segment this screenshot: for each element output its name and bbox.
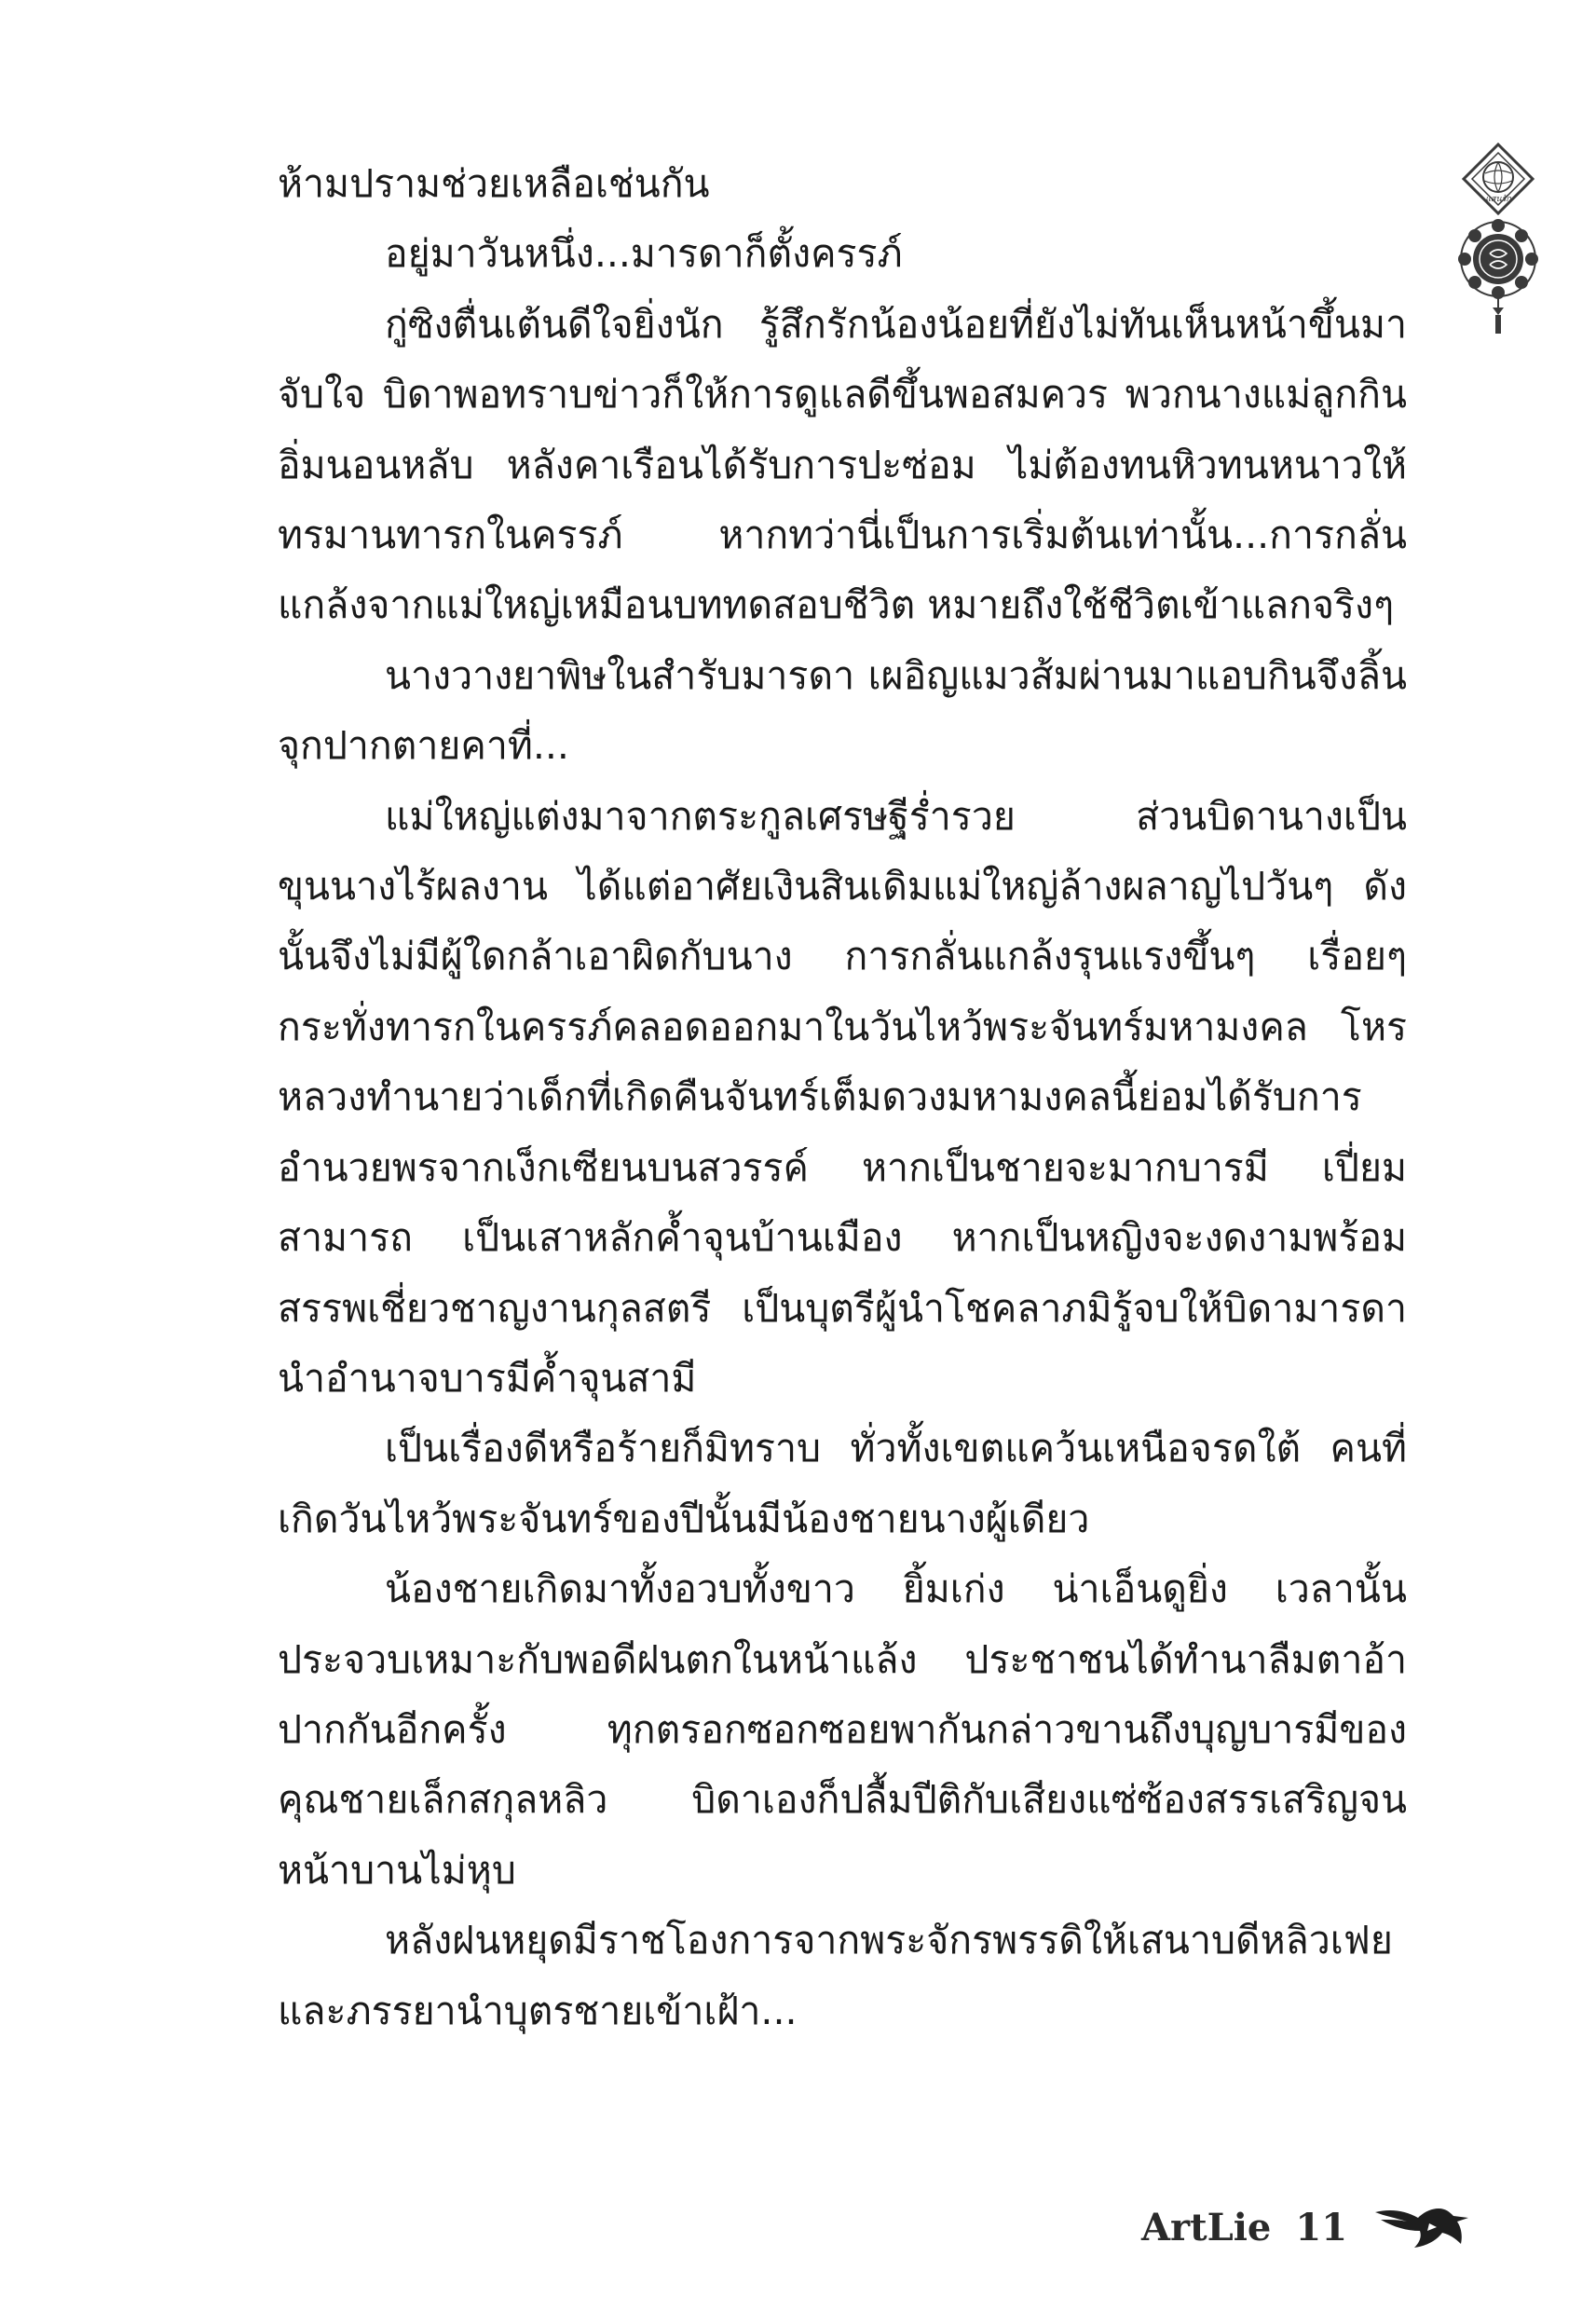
paragraph-5: แม่ใหญ่แต่งมาจากตระกูลเศรษฐีร่ำรวย ส่วนบิดานางเป็นขุนนางไร้ผลงาน ได้แต่อาศัยเงินสินเดิมแม่ใหญ่ล้างผลาญไปวันๆ ดังนั้นจึงไม่มีผู้ใดกล้าเอาผิดกับนาง การกลั่นแกล้งรุนแรงขึ้นๆ เรื่อยๆ กระทั่งทารกในครรภ์คลอดออกมาในวันไหว้พระจันทร์มหามงคล โหรหลวงทำนายว่าเด็กที่เกิดคืนจันทร์เต็มดวงมหามงคลนี้ย่อมได้รับการอำนวยพรจากเง็กเซียนบนสวรรค์ หากเป็นชายจะมากบารมี เปี่ยมสามารถ เป็นเสาหลักค้ำจุนบ้านเมือง หากเป็นหญิงจะงดงามพร้อมสรรพเชี่ยวชาญงานกุลสตรี เป็นบุตรีผู้นำโชคลาภมิรู้จบให้บิดามารดานำอำนาจบารมีค้ำจุนสามี (278, 793, 1407, 1401)
paragraph-2: อยู่มาวันหนึ่ง...มารดาก็ตั้งครรภ์ (385, 231, 903, 277)
paragraph-1: ห้ามปรามช่วยเหลือเช่นกัน (278, 161, 710, 206)
page-number: 11 (1295, 2205, 1348, 2249)
body-text (278, 149, 1407, 2046)
paragraph-4: นางวางยาพิษในสำรับมารดา เผอิญแมวส้มผ่านมาแอบกินจึงลิ้นจุกปากตายคาที่... (278, 652, 1407, 769)
paragraph-7: น้องชายเกิดมาทั้งอวบทั้งขาว ยิ้มเก่ง น่าเอ็นดูยิ่ง เวลานั้นประจวบเหมาะกับพอดีฝนตกในหน้าแล้ง ประชาชนได้ทำนาลืมตาอ้าปากกันอีกครั้ง ทุกตรอกซอกซอยพากันกล่าวขานถึงบุญบารมีของคุณชายเล็กสกุลหลิว บิดาเองก็ปลื้มปีติกับเสียงแซ่ซ้องสรรเสริญจนหน้าบานไม่หุบ (278, 1566, 1407, 1893)
paragraph-8: หลังฝนหยุดมีราชโองการจากพระจักรพรรดิให้เสนาบดีหลิวเฟยและภรรยานำบุตรชายเข้าเฝ้า... (278, 1918, 1393, 2033)
eagle-icon (1371, 2199, 1474, 2255)
paragraph-6: เป็นเรื่องดีหรือร้ายก็มิทราบ ทั่วทั้งเขตแคว้นเหนือจรดใต้ คนที่เกิดวันไหว้พระจันทร์ของปีนั้นมีน้องชายนางผู้เดียว (278, 1426, 1407, 1541)
paragraph-3: กู่ซิงตื่นเต้นดีใจยิ่งนัก รู้สึกรักน้องน้อยที่ยังไม่ทันเห็นหน้าขึ้นมาจับใจ บิดาพอทราบข่าวก็ให้การดูแลดีขึ้นพอสมควร พวกนางแม่ลูกกินอิ่มนอนหลับ หลังคาเรือนได้รับการปะซ่อม ไม่ต้องทนหิวทนหนาวให้ทรมานทารกในครรภ์ หากทว่านี่เป็นการเริ่มต้นเท่านั้น...การกลั่นแกล้งจากแม่ใหญ่เหมือนบททดสอบชีวิต หมายถึงใช้ชีวิตเข้าแลกจริงๆ (278, 301, 1407, 628)
ornament-emblem-icon (1447, 140, 1549, 335)
footer-brand: ArtLie (1141, 2205, 1272, 2249)
emblem-label: แสนรัก (1485, 195, 1511, 204)
page-footer (1141, 2195, 1486, 2260)
